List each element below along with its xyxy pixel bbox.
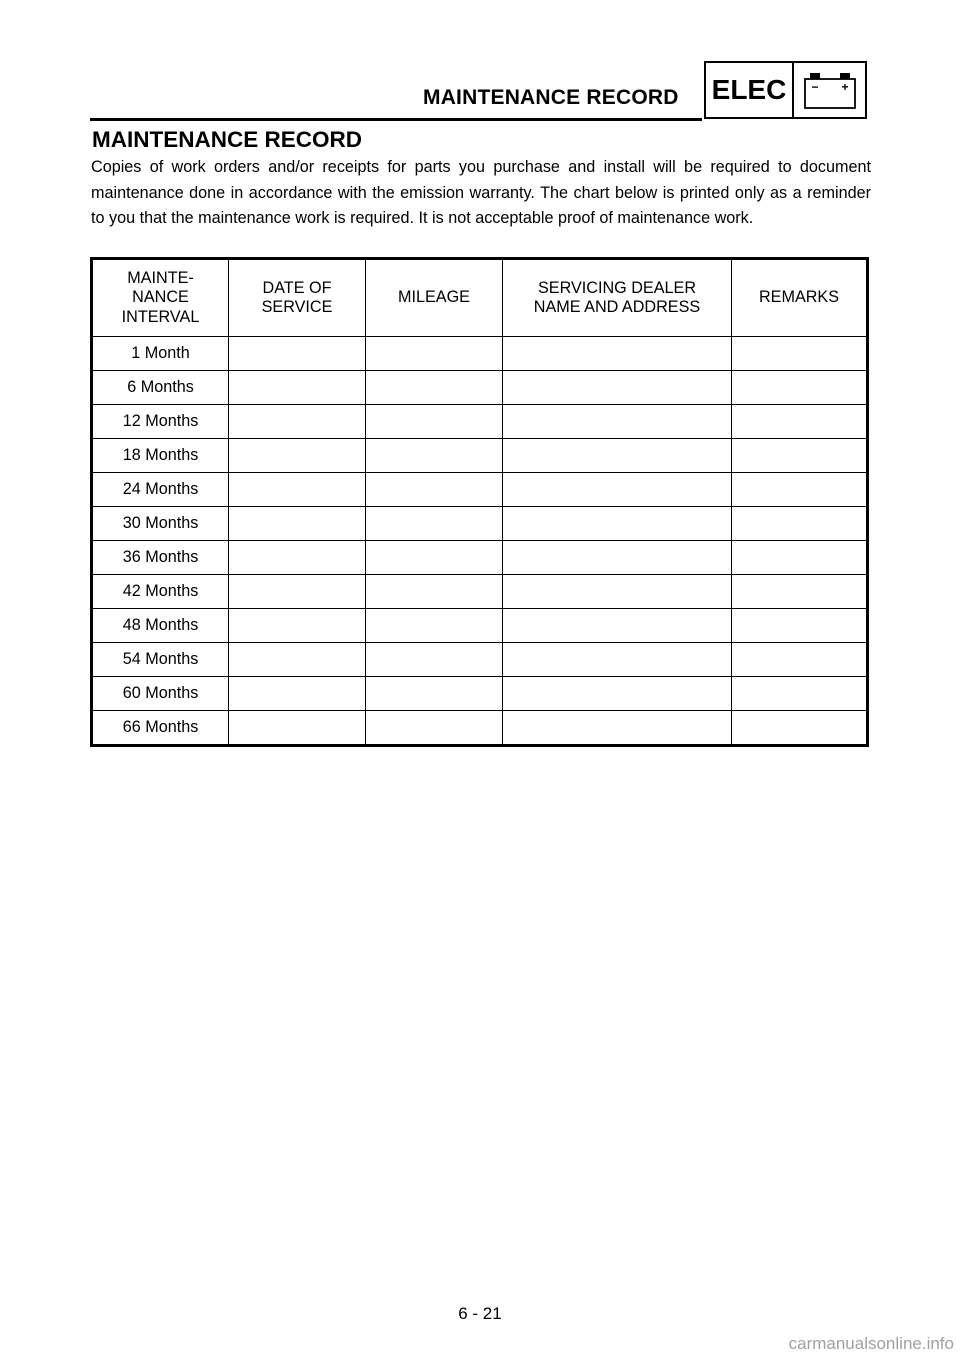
date-cell	[229, 541, 366, 575]
table-row	[92, 439, 868, 473]
battery-icon	[794, 63, 865, 117]
date-cell	[229, 643, 366, 677]
date-cell	[229, 711, 366, 746]
table-row	[92, 507, 868, 541]
remarks-cell	[732, 575, 868, 609]
table-row	[92, 643, 868, 677]
remarks-cell	[732, 439, 868, 473]
date-cell	[229, 405, 366, 439]
dealer-cell	[503, 371, 732, 405]
interval-cell: 60 Months	[92, 677, 229, 711]
table-row	[92, 677, 868, 711]
table-row	[92, 405, 868, 439]
remarks-cell	[732, 371, 868, 405]
mileage-cell	[366, 473, 503, 507]
interval-cell: 30 Months	[92, 507, 229, 541]
table-row	[92, 371, 868, 405]
table-row	[92, 541, 868, 575]
intro-paragraph: Copies of work orders and/or receipts for parts you purchase and install will be required to document maintenance done in accordance with the emission warranty. The chart below is printed only as a reminder to you that the maintenance work is required. It is not acceptable proof of maintenance work.	[91, 158, 871, 227]
interval-cell: 66 Months	[92, 711, 229, 746]
interval-cell: 48 Months	[92, 609, 229, 643]
col-header-line: MAINTE-	[127, 268, 194, 287]
dealer-cell	[503, 405, 732, 439]
mileage-cell	[366, 439, 503, 473]
remarks-cell	[732, 643, 868, 677]
table-row	[92, 337, 868, 371]
interval-cell: 54 Months	[92, 643, 229, 677]
col-header-remarks	[732, 259, 868, 337]
remarks-cell	[732, 507, 868, 541]
remarks-cell	[732, 473, 868, 507]
dealer-cell	[503, 439, 732, 473]
watermark: carmanualsonline.info	[788, 1334, 954, 1353]
dealer-cell	[503, 507, 732, 541]
battery-minus-label: −	[810, 80, 819, 94]
col-header-date	[229, 259, 366, 337]
col-header-mileage	[366, 259, 503, 337]
header-title: MAINTENANCE RECORD	[423, 86, 679, 109]
dealer-cell	[503, 711, 732, 746]
col-header-line: DATE OF	[262, 278, 332, 297]
mileage-cell	[366, 541, 503, 575]
remarks-cell	[732, 677, 868, 711]
remarks-cell	[732, 541, 868, 575]
interval-cell: 12 Months	[92, 405, 229, 439]
mileage-cell	[366, 643, 503, 677]
col-header-line: INTERVAL	[121, 307, 200, 326]
interval-cell: 1 Month	[92, 337, 229, 371]
interval-cell: 42 Months	[92, 575, 229, 609]
col-header-interval	[92, 259, 229, 337]
col-header-line: SERVICING DEALER	[537, 278, 697, 297]
dealer-cell	[503, 677, 732, 711]
mileage-cell	[366, 711, 503, 746]
section-title: MAINTENANCE RECORD	[92, 127, 362, 152]
col-header-line: NANCE	[132, 288, 189, 307]
dealer-cell	[503, 575, 732, 609]
remarks-cell	[732, 711, 868, 746]
interval-cell: 18 Months	[92, 439, 229, 473]
mileage-cell	[366, 677, 503, 711]
mileage-cell	[366, 337, 503, 371]
col-header-line: NAME AND ADDRESS	[533, 298, 701, 316]
dealer-cell	[503, 337, 732, 371]
mileage-cell	[366, 371, 503, 405]
battery-plus-label: +	[840, 80, 849, 94]
table-row	[92, 609, 868, 643]
mileage-cell	[366, 405, 503, 439]
interval-cell: 36 Months	[92, 541, 229, 575]
page-number: 6 - 21	[458, 1304, 502, 1323]
col-header-line: REMARKS	[758, 288, 840, 307]
mileage-cell	[366, 507, 503, 541]
interval-cell: 6 Months	[92, 371, 229, 405]
date-cell	[229, 439, 366, 473]
remarks-cell	[732, 337, 868, 371]
header-rule	[90, 118, 702, 121]
col-header-line: MILEAGE	[398, 288, 470, 307]
remarks-cell	[732, 405, 868, 439]
table-row	[92, 711, 868, 746]
table-row	[92, 473, 868, 507]
dealer-cell	[503, 541, 732, 575]
interval-cell: 24 Months	[92, 473, 229, 507]
mileage-cell	[366, 575, 503, 609]
mileage-cell	[366, 609, 503, 643]
section-badge	[704, 61, 867, 119]
remarks-cell	[732, 609, 868, 643]
dealer-cell	[503, 643, 732, 677]
date-cell	[229, 337, 366, 371]
date-cell	[229, 677, 366, 711]
date-cell	[229, 371, 366, 405]
date-cell	[229, 609, 366, 643]
dealer-cell	[503, 473, 732, 507]
date-cell	[229, 473, 366, 507]
maintenance-record-table	[90, 257, 869, 747]
table-row	[92, 575, 868, 609]
date-cell	[229, 575, 366, 609]
dealer-cell	[503, 609, 732, 643]
col-header-dealer	[503, 259, 732, 337]
section-code: ELEC	[706, 63, 794, 117]
table-header-row	[92, 259, 868, 337]
date-cell	[229, 507, 366, 541]
col-header-line: SERVICE	[261, 298, 333, 316]
